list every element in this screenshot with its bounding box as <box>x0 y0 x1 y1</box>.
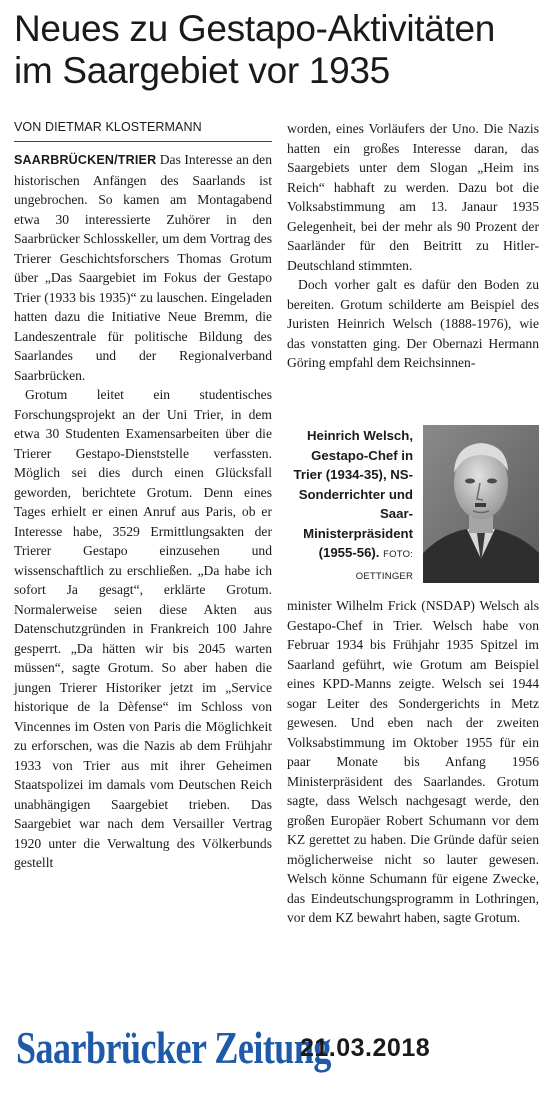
paragraph-continuation: worden, eines Vorläufers der Uno. Die Nazis hatten ein großes Interesse daran, das Saargebiets unter dem Slogan „Heim ins Reich“ habhaft zu werden. Dazu bot die Volksabstimmung am 13. Janaur 1935 Gelegenheit, bei der mehr als 90 Prozent der Saarländer für den Beitritt zu Hitler-Deutschland stimmten. <box>287 121 539 273</box>
byline: VON DIETMAR KLOSTERMANN <box>14 119 272 142</box>
paragraph-welsch-intro: Doch vorher galt es dafür den Boden zu bereiten. Grotum schilderte am Beispiel des Juristen Heinrich Welsch (1888-1976), wie das vonstatten ging. Der Obernazi Hermann Göring empfahl dem Reichsinnen- <box>287 277 539 370</box>
article-column-2-top <box>287 119 539 373</box>
newspaper-logo: Saarbrücker Zeitung <box>16 1023 331 1073</box>
article-column-2-bottom <box>287 596 539 928</box>
publication-date: 21.03.2018 <box>300 1034 431 1062</box>
article-headline <box>14 8 544 92</box>
photo-caption <box>287 426 413 586</box>
paragraph-welsch-career: minister Wilhelm Frick (NSDAP) Welsch als Gestapo-Chef in Trier. Welsch habe von Februar 1934 bis Frühjahr 1935 Spitzel im Saarland geführt, wie Grotum am Beispiel eines KPD-Manns zeigte. Welsch sei 1944 sogar Leiter des Sondergerichts in Metz gewesen. Und eben nach der zweiten Volksabstimmung im Oktober 1955 für ein paar Monate bis Anfang 1956 Ministerpräsident des Saarlandes. Grotum sagte, dass Welsch nachgesagt werde, den großen Europäer Robert Schumann vor dem KZ gerettet zu haben. Die Gründe dafür seien möglicherweise nicht so lauter gewesen. Welsch könne Schumann für eigene Zwecke, das Eindeutschungsprogramm in Lothringen, vor dem KZ bewahrt haben, sagte Grotum. <box>287 598 539 925</box>
headline-line-1: Neues zu Gestapo-Aktivitäten <box>14 8 496 49</box>
portrait-photo <box>423 425 539 583</box>
photo-caption-text: Heinrich Welsch, Gestapo-Chef in Trier (1934-35), NS-Sonderrichter und Saar-Ministerpräsident (1955-56). <box>293 428 413 560</box>
dateline: SAARBRÜCKEN/TRIER <box>14 153 157 167</box>
paragraph-intro-text: Das Interesse an den historischen Anfängen des Saarlands ist ungebrochen. So kamen am Montagabend etwa 30 interessierte Zuhörer in den Saarbrücker Schlosskeller, um dem Vortrag des Trierer Geschichtsforschers Thomas Grotum über „Das Saargebiet im Fokus der Gestapo Trier (1933 bis 1935)“ zu lauschen. Eingeladen hatten dazu die Initiative Neue Bremm, die Landeszentrale für politische Bildung des Saarlandes und der Regionalverband Saarbrücken. <box>14 152 272 383</box>
article-column-1 <box>14 150 272 873</box>
paragraph-intro <box>14 150 272 385</box>
headline-line-2: im Saargebiet vor 1935 <box>14 50 390 91</box>
paragraph-research: Grotum leitet ein studentisches Forschungsprojekt an der Uni Trier, in dem etwa 30 Studenten Examensarbeiten über die Trierer Gestapo-Dienststelle verfassten. Möglich sei dies durch einen Glücksfall geworden, berichtete Grotum. Denn eines Tages erhielt er einen Anruf aus Paris, ob er Interesse habe, 3529 Ermittlungsakten der Trierer Gestapo einzusehen und wissenschaftlich zu erschließen. „Da habe ich sofort Ja gesagt“, erklärte Grotum. Normalerweise seien diese Akten aus Datenschutzgründen in Frankreich 100 Jahre gesperrt. „Da hätten wir bis 2045 warten müssen“, sagte Grotum. So aber haben die jungen Trierer Historiker jetzt im „Service historique de la Dèfense“ im Schloss von Vincennes im Osten von Paris die Möglichkeit zu erforschen, was die Nazis ab dem Frühjahr 1933 von Trier aus mit ihrer Geheimen Staatspolizei im damals vom Deutschen Reich unabhängigen Saargebiet trieben. Das Saargebiet war nach dem Versailler Vertrag 1920 unter die Verwaltung des Völkerbunds gestellt <box>14 387 272 870</box>
photo-credit: FOTO: OETTINGER <box>355 549 413 582</box>
